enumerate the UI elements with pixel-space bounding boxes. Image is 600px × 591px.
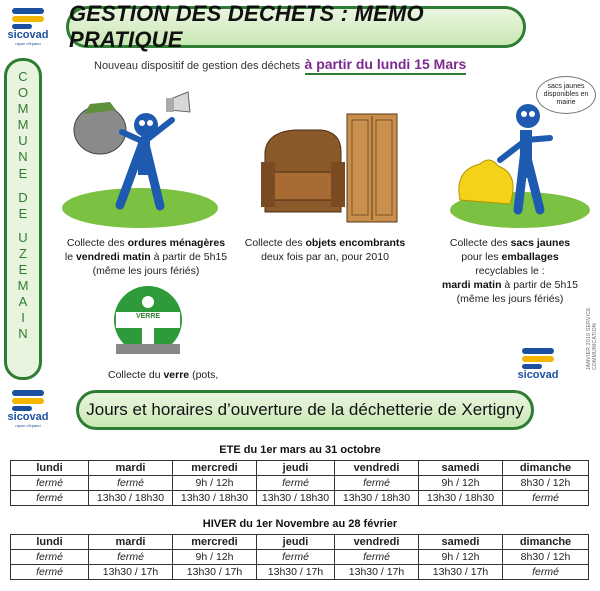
commune-letter: U [18, 133, 28, 149]
sicovad-logo-small: sicovad [516, 344, 560, 381]
table-cell: 13h30 / 18h30 [335, 491, 419, 506]
hiver-title: HIVER du 1er Novembre au 28 février [202, 518, 398, 530]
commune-letter: N [18, 149, 28, 165]
commune-letter: E [18, 262, 28, 278]
verre-caption: Collecte du verre (pots, [108, 369, 219, 381]
encombrants-caption: Collecte des objets encombrants deux fois par an, pour 2010 [244, 237, 406, 263]
table-row [11, 461, 589, 476]
header-cell: vendredi [335, 461, 419, 476]
commune-letter: C [18, 69, 28, 84]
table-cell: fermé [11, 565, 89, 580]
table-cell: 9h / 12h [173, 550, 257, 565]
commune-letter: U [18, 229, 28, 245]
header-cell: mardi [89, 535, 173, 550]
page-title: GESTION DES DECHETS : MEMO PRATIQUE [69, 1, 424, 52]
sacs-bubble: sacs jaunes disponibles en mairie [536, 76, 596, 114]
opening-hours-title: Jours et horaires d’ouverture de la déchetterie de Xertigny [86, 400, 524, 419]
header-cell: dimanche [503, 461, 589, 476]
header-cell: jeudi [257, 461, 335, 476]
header-cell: dimanche [503, 535, 589, 550]
table-cell: fermé [257, 476, 335, 491]
header-cell: samedi [419, 461, 503, 476]
table-row [11, 565, 589, 580]
side-note: JANVIER 2010 SERVICE COMMUNICATION [586, 307, 598, 370]
intro-line [94, 56, 514, 74]
table-cell: fermé [89, 550, 173, 565]
commune-letter: D [18, 189, 28, 205]
table-cell: 13h30 / 18h30 [257, 491, 335, 506]
header-cell: samedi [419, 535, 503, 550]
table-cell: fermé [335, 550, 419, 565]
encombrants-illustration [255, 112, 405, 227]
sacs-caption: Collecte des sacs jaunes pour les emballages recyclables le : mardi matin à partir de 5h15 (même les jours fériés) [442, 237, 578, 305]
table-cell: 13h30 / 17h [89, 565, 173, 580]
sicovad-logo-icon [8, 386, 48, 412]
commune-letter: N [18, 326, 28, 342]
header-cell: vendredi [335, 535, 419, 550]
commune-letter: M [17, 278, 29, 294]
commune-letter: O [17, 85, 29, 101]
header-cell: lundi [11, 461, 89, 476]
header-cell: mercredi [173, 535, 257, 550]
title-banner [66, 1, 526, 52]
commune-letter: M [17, 101, 29, 117]
table-cell: 9h / 12h [419, 550, 503, 565]
table-cell: 13h30 / 18h30 [419, 491, 503, 506]
verre-icon [112, 284, 184, 356]
table-cell: fermé [503, 565, 589, 580]
table-cell: fermé [11, 550, 89, 565]
table-cell: 13h30 / 18h30 [89, 491, 173, 506]
sicovad-logo-name: sicovad [7, 29, 49, 41]
table-cell: 13h30 / 17h [335, 565, 419, 580]
table-row [11, 476, 589, 491]
ete-title: ETE du 1er mars au 31 octobre [219, 444, 381, 456]
commune-letter: E [18, 165, 28, 181]
table-cell: 13h30 / 17h [173, 565, 257, 580]
intro-text: Nouveau dispositif de gestion des déchets [94, 60, 301, 72]
table-cell: 8h30 / 12h [503, 550, 589, 565]
header-cell: jeudi [257, 535, 335, 550]
header-cell: mardi [89, 461, 173, 476]
sicovad-logo [6, 4, 50, 46]
sicovad-logo-bottom: sicovad rayon d'épand [6, 386, 50, 428]
table-cell: fermé [89, 476, 173, 491]
commune-letter: A [18, 294, 28, 310]
table-cell: 8h30 / 12h [503, 476, 589, 491]
commune-letter: E [18, 205, 28, 221]
sicovad-logo-tag: rayon d'épand [15, 41, 41, 46]
sicovad-logo-icon [518, 344, 558, 370]
table-cell: 13h30 / 18h30 [173, 491, 257, 506]
table-cell: 9h / 12h [173, 476, 257, 491]
sacs-illustration [440, 100, 590, 230]
table-cell: fermé [257, 550, 335, 565]
commune-letter: Z [19, 245, 27, 261]
commune-letter: M [17, 117, 29, 133]
table-row [11, 491, 589, 506]
table-row [11, 535, 589, 550]
opening-hours-banner [76, 390, 534, 430]
commune-letter: I [21, 310, 25, 326]
intro-date: à partir du lundi 15 Mars [305, 56, 467, 75]
table-cell: fermé [503, 491, 589, 506]
table-cell: 9h / 12h [419, 476, 503, 491]
ordures-illustration [60, 80, 220, 230]
table-cell: 13h30 / 17h [419, 565, 503, 580]
sicovad-logo-icon [8, 4, 48, 30]
ordures-caption: Collecte des ordures ménagères le vendredi matin à partir de 5h15 (même les jours fériés) [64, 237, 228, 277]
ete-table [10, 460, 589, 506]
hiver-table [10, 534, 589, 580]
header-cell: lundi [11, 535, 89, 550]
commune-box [4, 58, 42, 380]
table-row [11, 550, 589, 565]
header-cell: mercredi [173, 461, 257, 476]
table-cell: fermé [335, 476, 419, 491]
verre-label: VERRE [135, 313, 161, 320]
table-cell: fermé [11, 476, 89, 491]
table-cell: fermé [11, 491, 89, 506]
table-cell: 13h30 / 17h [257, 565, 335, 580]
